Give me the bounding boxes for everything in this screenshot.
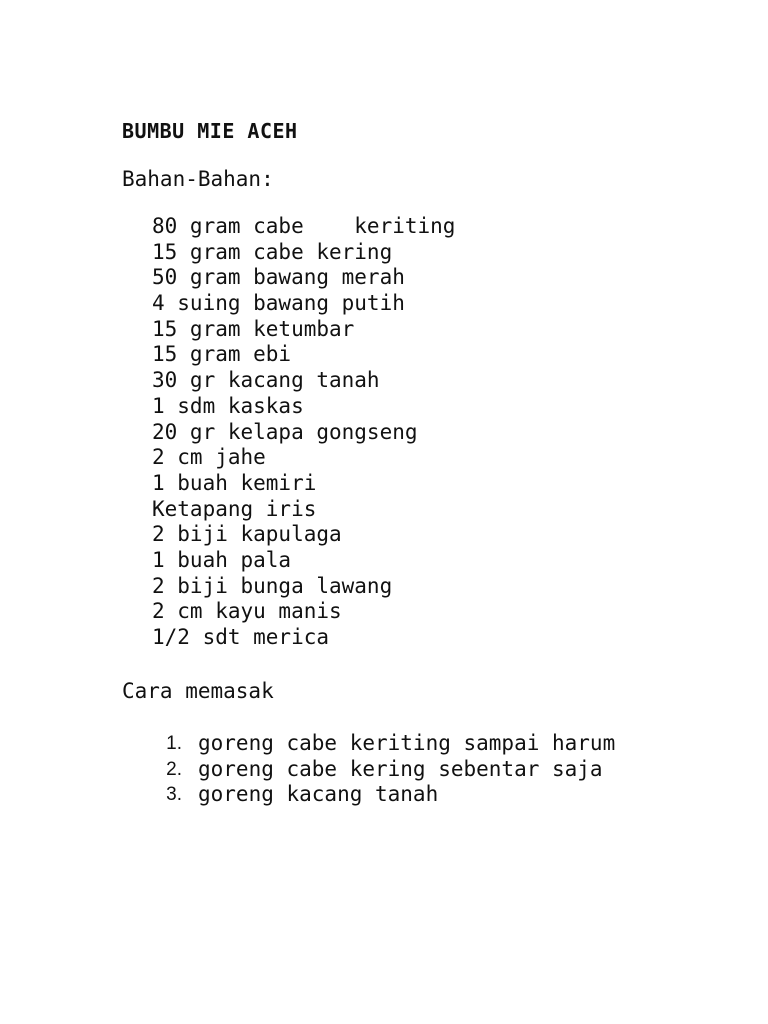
ingredient-item: 2 cm kayu manis (152, 599, 342, 624)
ingredient-item: 1 sdm kaskas (152, 393, 304, 418)
step-number: 1. (166, 733, 182, 754)
ingredient-item: 1/2 sdt merica (152, 625, 330, 649)
ingredient-item: 1 buah kemiri (152, 470, 317, 495)
step-item (152, 757, 712, 783)
ingredient-item: 4 suing bawang putih (152, 291, 405, 316)
ingredients-list (152, 214, 455, 651)
ingredient-item: 2 cm jahe (152, 445, 266, 470)
ingredient-item: 1 buah pala (152, 547, 292, 572)
step-text: goreng cabe kering sebentar saja (198, 756, 603, 781)
step-text: goreng kacang tanah (198, 782, 439, 806)
ingredient-item: 15 gram ebi (152, 342, 292, 367)
step-number: 3. (166, 784, 182, 805)
page-title: BUMBU MIE ACEH (122, 119, 298, 143)
ingredient-item: 15 gram cabe kering (152, 239, 393, 264)
ingredient-item: 2 biji bunga lawang (152, 573, 393, 598)
ingredient-item: 2 biji kapulaga (152, 522, 342, 547)
step-number: 2. (166, 758, 182, 780)
steps-list (152, 731, 712, 808)
step-item (152, 782, 712, 808)
ingredient-item: 20 gr kelapa gongseng (152, 419, 418, 444)
ingredients-heading: Bahan-Bahan: (122, 167, 274, 191)
ingredient-item: 50 gram bawang merah (152, 265, 405, 290)
method-heading: Cara memasak (122, 679, 274, 703)
ingredient-item: 15 gram ketumbar (152, 316, 355, 341)
ingredient-item: 30 gr kacang tanah (152, 368, 380, 393)
step-text: goreng cabe keriting sampai harum (198, 731, 616, 755)
ingredient-item: Ketapang iris (152, 496, 317, 521)
ingredient-item: 80 gram cabe keriting (152, 214, 456, 238)
step-item (152, 731, 712, 757)
